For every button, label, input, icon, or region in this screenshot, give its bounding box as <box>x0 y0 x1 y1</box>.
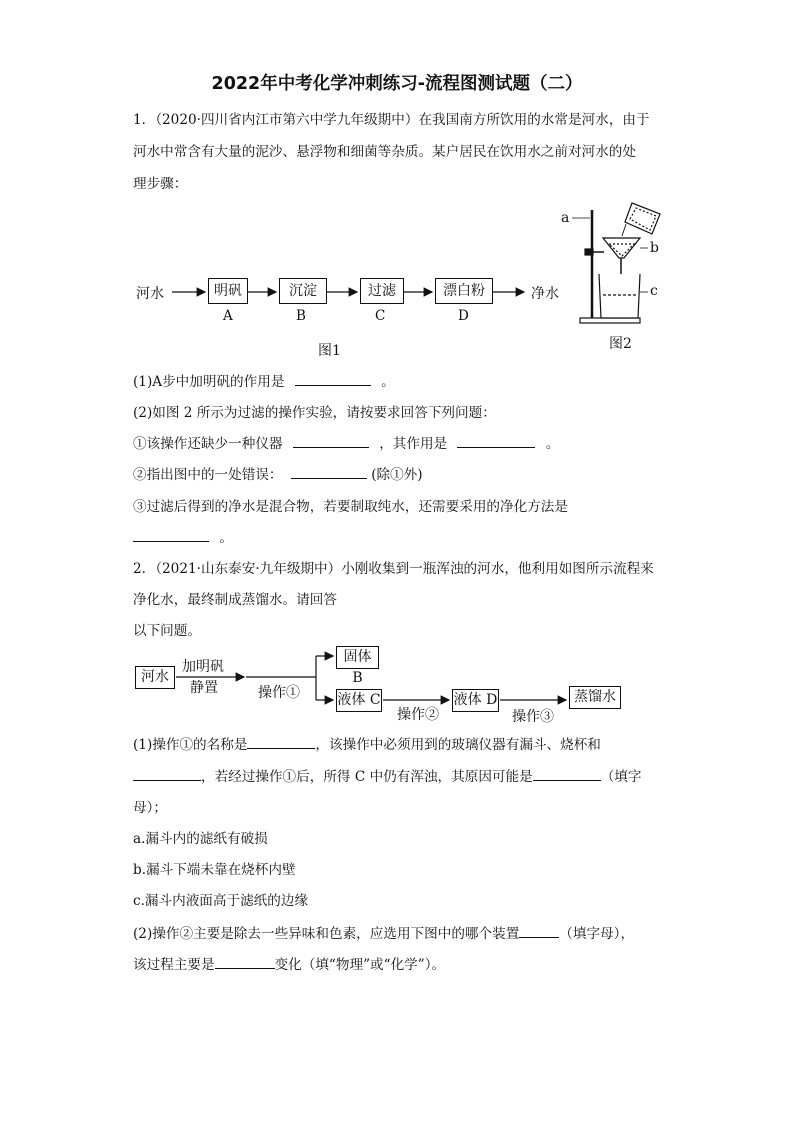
flow1-box-alum: 明矾 <box>208 278 248 304</box>
q2-part1-line2 <box>133 765 641 785</box>
q2-part1-line3: 母）； <box>133 800 167 816</box>
q2-part1-text-a: (1)操作①的名称是 <box>133 737 248 753</box>
q2-part1-blank-3[interactable] <box>533 768 601 781</box>
flow1-letter-a: A <box>223 308 233 324</box>
flow1-start: 河水 <box>136 286 164 302</box>
flow1-box-sediment: 沉淀 <box>279 278 327 304</box>
fig2-label-b: b <box>650 240 659 256</box>
q2-part1-blank-1[interactable] <box>247 736 315 749</box>
flow1-end: 净水 <box>531 286 559 302</box>
q1-part2b-end: (除①外) <box>371 467 423 483</box>
flow2-box-liquid-c: 液体 C <box>336 689 382 712</box>
page-title: 2022年中考化学冲刺练习-流程图测试题（二） <box>211 74 583 94</box>
q1-part1-text: (1)A步中加明矾的作用是 <box>133 374 285 390</box>
q2-stem-line2: 净化水，最终制成蒸馏水。请回答 <box>133 592 337 608</box>
q2-part2-line2 <box>133 953 445 973</box>
flow1-letter-d: D <box>458 308 469 324</box>
q1-stem-line1: 1．（2020·四川省内江市第六中学九年级期中）在我国南方所饮用的水常是河水，由于 <box>133 112 650 128</box>
flow1-letter-c: C <box>375 308 386 324</box>
q1-stem-line3: 理步骤： <box>133 176 188 192</box>
q2-part1-text-d: （填字 <box>600 769 642 785</box>
q2-part2-line1 <box>133 922 634 942</box>
q2-part2-text-b: （填字母）， <box>559 926 635 942</box>
fig2-label-a: a <box>561 210 570 226</box>
q1-stem-line2: 河水中常含有大量的泥沙、悬浮物和细菌等杂质。某户居民在饮用水之前对河水的处 <box>133 144 636 160</box>
flow2-step1-top: 加明矾 <box>182 659 224 675</box>
flow1-box-bleach: 漂白粉 <box>435 278 493 304</box>
figure-2-caption: 图2 <box>609 336 632 352</box>
q2-option-c: c.漏斗内液面高于滤纸的边缘 <box>133 893 309 909</box>
flow1-box-filter: 过滤 <box>360 278 404 304</box>
q1-part2: (2)如图 2 所示为过滤的操作实验，请按要求回答下列问题： <box>133 405 496 421</box>
q2-part1-text-b: ，该操作中必须用到的玻璃仪器有漏斗、烧杯和 <box>315 737 601 753</box>
q2-part1-blank-2[interactable] <box>133 768 201 781</box>
q1-part2c-end: 。 <box>219 530 233 546</box>
q2-stem-line3: 以下问题。 <box>133 623 201 639</box>
q2-part2-blank-1[interactable] <box>519 925 559 938</box>
flow2-box-distilled-water: 蒸馏水 <box>569 686 621 709</box>
q1-part1-end: 。 <box>381 374 395 390</box>
q2-option-a: a.漏斗内的滤纸有破损 <box>133 831 268 847</box>
flow2-op3-label: 操作③ <box>512 709 554 725</box>
flow2-step1-bottom: 静置 <box>190 680 218 696</box>
flow2-op1-label: 操作① <box>258 685 300 701</box>
flow2-box-river-water: 河水 <box>135 666 175 689</box>
flow1-letter-b: B <box>296 308 306 324</box>
q1-part2a-text: ①该操作还缺少一种仪器 <box>133 436 283 452</box>
flow2-box-liquid-d: 液体 D <box>452 689 499 712</box>
fig2-label-c: c <box>650 283 658 299</box>
q2-part2-blank-2[interactable] <box>215 956 275 969</box>
figure-1-caption: 图1 <box>318 343 341 359</box>
q2-option-b: b.漏斗下端未靠在烧杯内壁 <box>133 862 296 878</box>
q2-part2-text-c: 该过程主要是 <box>133 957 215 973</box>
q1-part2a-end: 。 <box>545 436 560 452</box>
q2-part2-text-a: (2)操作②主要是除去一些异味和色素，应选用下图中的哪个装置 <box>133 926 520 942</box>
q1-part2a-mid: ，其作用是 <box>379 436 448 452</box>
q2-part1-line1 <box>133 733 601 753</box>
flow2-op2-label: 操作② <box>397 707 439 723</box>
q1-part2c: ③过滤后得到的净水是混合物，若要制取纯水，还需要采用的净化方法是 <box>133 499 568 515</box>
q2-part1-text-c: ，若经过操作①后，所得 C 中仍有浑浊，其原因可能是 <box>201 769 533 785</box>
q2-part2-text-d: 变化（填“物理”或“化学”）。 <box>274 957 446 973</box>
q2-stem-line1: 2．（2021·山东泰安·九年级期中）小刚收集到一瓶浑浊的河水，他利用如图所示流程来 <box>133 561 654 577</box>
q1-part2b-text: ②指出图中的一处错误： <box>133 467 283 483</box>
flow2-box-solid-b: 固体 B <box>336 646 379 669</box>
